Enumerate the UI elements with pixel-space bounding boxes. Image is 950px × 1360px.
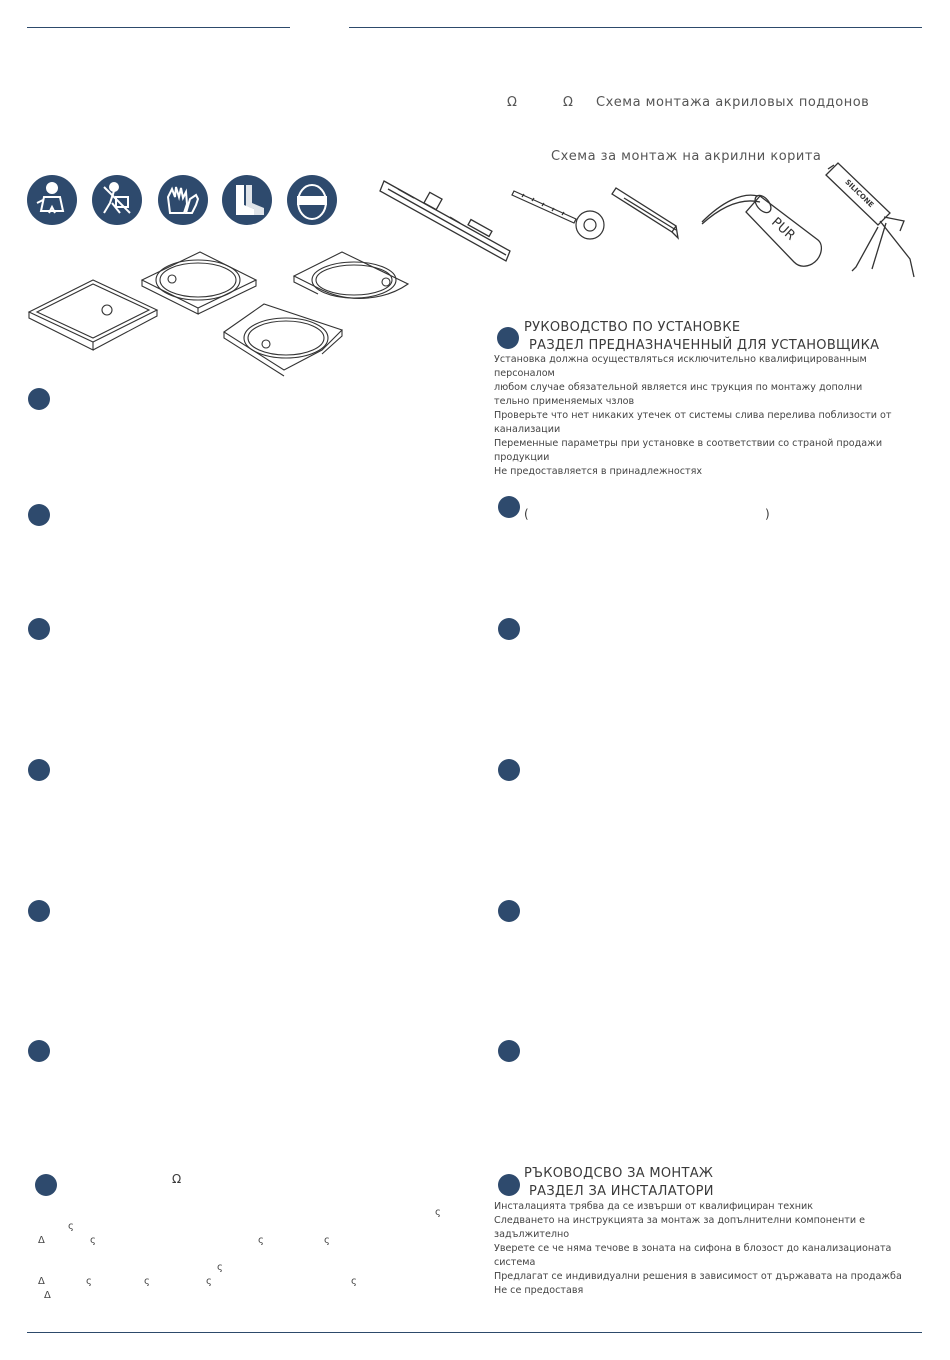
glyph-6: ς [324, 1235, 330, 1246]
step-marker-left-6 [28, 1040, 50, 1062]
russian-line-7: Переменные параметры при установке в соответствии со страной продажи [494, 438, 883, 449]
glyph-5: ς [258, 1235, 264, 1246]
omega-symbol-right: Ω [563, 95, 574, 110]
russian-line-8: продукции [494, 452, 550, 463]
russian-instructions [494, 353, 914, 479]
pur-label: PUR [768, 214, 798, 244]
paren-open: ( [524, 507, 529, 521]
tape-measure-icon [512, 185, 607, 245]
lifting-icon [92, 175, 142, 225]
bulgarian-line-1: Инсталацията трябва да се извърши от квалифициран техник [494, 1201, 814, 1212]
glyph-11: ς [206, 1276, 212, 1287]
step-marker-right-6 [498, 1040, 520, 1062]
russian-line-6: канализации [494, 424, 561, 435]
pur-foam-can-icon [700, 180, 825, 270]
glyph-13: Δ [44, 1290, 51, 1301]
pencil-icon [610, 190, 682, 242]
bottom-left-omega: Ω [172, 1172, 182, 1186]
bulgarian-line-3: задължително [494, 1229, 570, 1240]
safety-goggles-icon [287, 175, 337, 225]
russian-line-9: Не предоставляется в принадлежностях [494, 466, 703, 477]
step-marker-left-2 [28, 504, 50, 526]
bulgarian-line-2: Следването на инструкцията за монтаж за допълнителни компоненти е [494, 1215, 866, 1226]
russian-line-4: тельно применяемых чзлов [494, 396, 635, 407]
russian-line-1: Установка должна осуществляться исключительно квалифицированным [494, 354, 867, 365]
bulgarian-line-6: Предлагат се индивидуални решения в зависимост от държавата на продажба [494, 1271, 902, 1282]
top-rule-left [27, 27, 290, 28]
bulgarian-line-4: Уверете се че няма течове в зоната на сифона в блозост до канализационата [494, 1243, 892, 1254]
russian-heading-line2: РАЗДЕЛ ПРЕДНАЗНАЧЕННЫЙ ДЛЯ УСТАНОВЩИКА [529, 338, 880, 353]
step-marker-right-4 [498, 759, 520, 781]
glyph-12: ς [351, 1276, 357, 1287]
bulgarian-heading-line1: РЪКОВОДСВО ЗА МОНТАЖ [524, 1166, 714, 1181]
silicone-gun-icon [822, 165, 922, 285]
step-marker-left-4 [28, 759, 50, 781]
glyph-9: ς [86, 1276, 92, 1287]
step-marker-right-5 [498, 900, 520, 922]
safety-boots-icon [222, 175, 272, 225]
glyph-4: ς [90, 1235, 96, 1246]
omega-symbol-left: Ω [507, 95, 518, 110]
step-marker-left-5 [28, 900, 50, 922]
glyph-7: ς [217, 1262, 223, 1273]
step-marker-left-1 [28, 388, 50, 410]
gloves-icon [158, 175, 208, 225]
glyph-3: Δ [38, 1235, 45, 1246]
silicone-label: SILICONE [843, 178, 876, 210]
step-marker-right-3 [498, 618, 520, 640]
glyph-2: ς [68, 1221, 74, 1232]
title-bulgarian: Схема за монтаж на акрилни корита [551, 149, 822, 164]
bulgarian-line-7: Не се предоставя [494, 1285, 584, 1296]
bottom-rule [27, 1332, 922, 1333]
step-marker-right-7 [498, 1174, 520, 1196]
step-marker-right-1 [497, 327, 519, 349]
step-marker-left-7 [35, 1174, 57, 1196]
glyph-1: ς [435, 1207, 441, 1218]
glyph-10: ς [144, 1276, 150, 1287]
title-russian: Схема монтажа акриловых поддонов [596, 95, 870, 110]
pentagonal-tray-icon [222, 302, 344, 374]
russian-line-5: Проверьте что нет никаких утечек от системы слива перелива поблизости от [494, 410, 892, 421]
bulgarian-instructions [494, 1200, 914, 1298]
top-rule-right [349, 27, 922, 28]
russian-line-3: любом случае обязательной является инс трукция по монтажу дополни [494, 382, 863, 393]
russian-heading-line1: РУКОВОДСТВО ПО УСТАНОВКЕ [524, 320, 741, 335]
technician-icon [27, 175, 77, 225]
bulgarian-heading-line2: РАЗДЕЛ ЗА ИНСТАЛАТОРИ [529, 1184, 714, 1199]
step-marker-right-2 [498, 496, 520, 518]
bulgarian-line-5: система [494, 1257, 536, 1268]
glyph-8: Δ [38, 1276, 45, 1287]
quadrant-tray-icon [292, 250, 410, 310]
step-marker-left-3 [28, 618, 50, 640]
russian-line-2: персоналом [494, 368, 555, 379]
paren-close: ) [765, 507, 770, 521]
